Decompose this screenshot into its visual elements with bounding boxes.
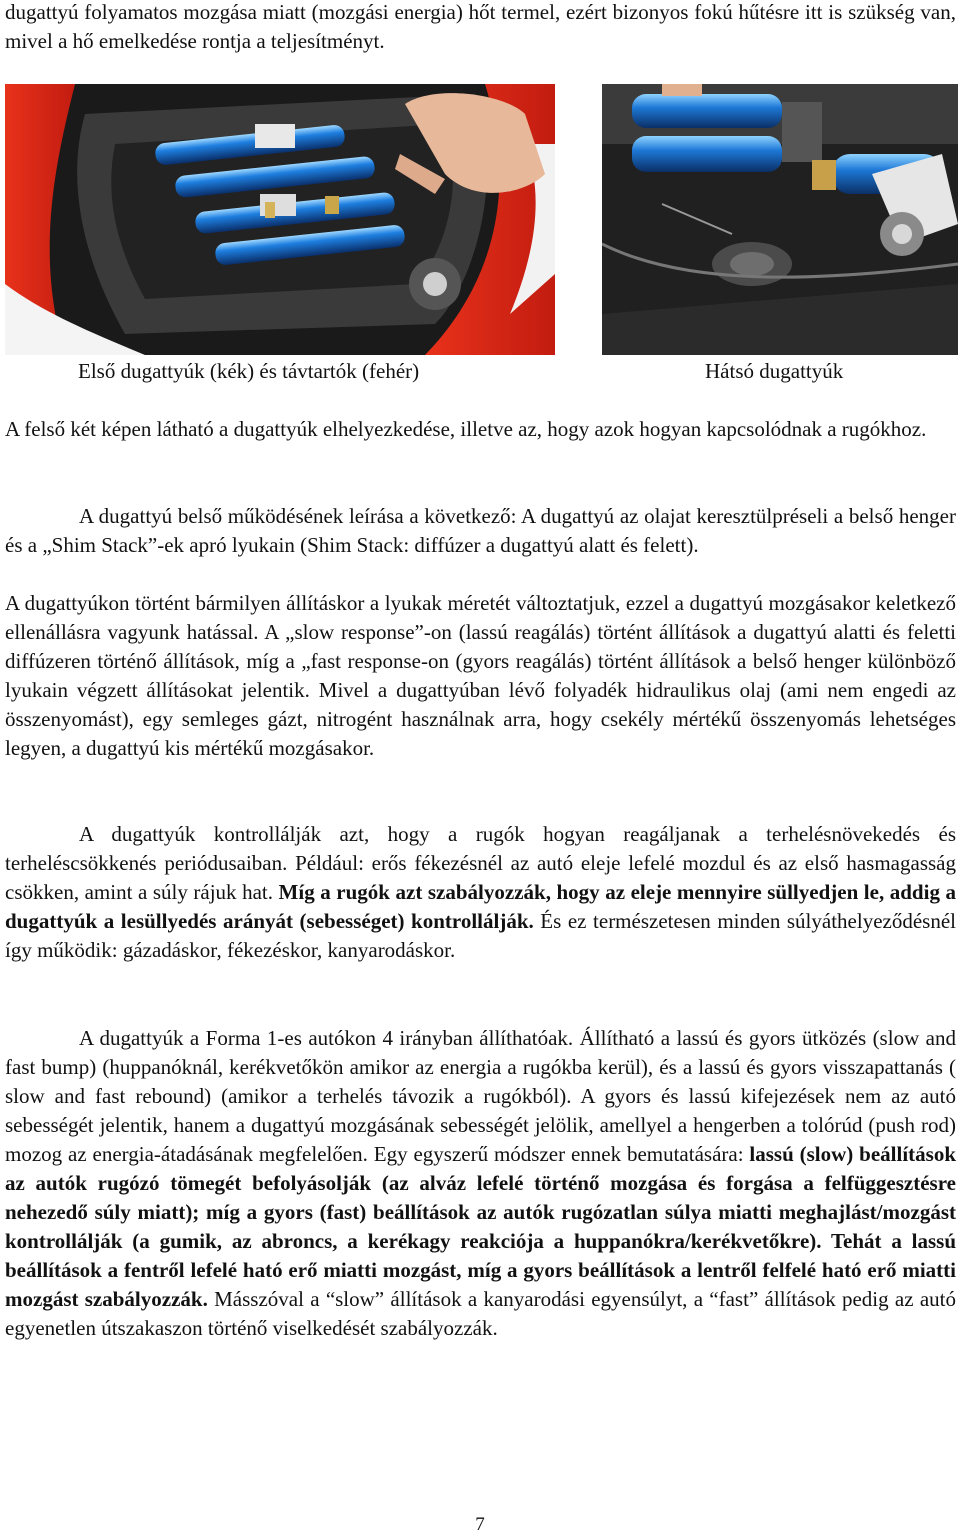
paragraph-5 (5, 1024, 956, 1343)
paragraph-1: A felső két képen látható a dugattyúk elhelyezkedése, illetve az, hogy azok hogyan kapcsolódnak a rugókhoz. (5, 417, 927, 441)
paragraph-4-bold: Míg a rugók azt szabályozzák, hogy az eleje mennyire süllyedjen le, addig a dugattyúk a lesüllyedés arányát (sebességet) kontrollálják. (5, 880, 956, 933)
front-dampers-caption: Első dugattyúk (kék) és távtartók (fehér) (78, 359, 420, 383)
rear-dampers-photo (602, 84, 958, 355)
paragraph-5-text-c: Másszóval a “slow” állítások a kanyarodási egyensúlyt, a “fast” állítások pedig az autó egyenetlen útszakaszon történő viselkedését szabályozzák. (5, 1287, 956, 1340)
paragraph-2: A dugattyú belső működésének leírása a következő: A dugattyú az olajat keresztülpréseli a belső henger és a „Shim Stack”-ek apró lyukain (Shim Stack: diffúzer a dugattyú alatt és felett). (5, 504, 956, 557)
paragraph-4-text-c: És ez természetesen minden súlyáthelyeződésnél így működik: gázadáskor, fékezéskor, kanyarodáskor. (5, 909, 956, 962)
front-dampers-photo (5, 84, 555, 355)
page-number: 7 (475, 1514, 485, 1535)
paragraph-4-text-a: A dugattyúk kontrollálják azt, hogy a rugók hogyan reagáljanak a terhelésnövekedés és terheléscsökkenés periódusaiban. Például: erős fékezésnél az autó eleje lefelé mozdul és az első hasmagasság csökken, amint a súly rájuk hat. (5, 822, 956, 904)
rear-dampers-caption: Hátsó dugattyúk (705, 359, 844, 383)
intro-paragraph: dugattyú folyamatos mozgása miatt (mozgási energia) hőt termel, ezért bizonyos fokú hűtésre itt is szükség van, mivel a hő emelkedése rontja a teljesítményt. (5, 0, 956, 53)
paragraph-3: A dugattyúkon történt bármilyen állításkor a lyukak méretét változtatjuk, ezzel a dugattyú mozgásakor keletkező ellenállásra vagyunk hatással. A „slow response”-on (lassú reagálás) történt állítások a dugattyú alatti és feletti diffúzeren történő állítások, míg a „fast response-on (gyors reagálás) történt állítások a belső henger különböző lyukain végzett állításokat jelentik. Mivel a dugattyúban lévő folyadék hidraulikus olaj (ami nem engedi az összenyomást), egy semleges gázt, nitrogént használnak arra, hogy csekély mértékű összenyomás lehetséges legyen, a dugattyú kis mértékű mozgásakor. (5, 591, 956, 760)
paragraph-5-bold: lassú (slow) beállítások az autók rugózó tömegét befolyásolják (az alváz lefelé történő mozgása és forgása a felfüggesztésre nehezedő súly miatt); míg a gyors (fast) beállítások az autók rugózatlan súlya miatti meghajlást/mozgást kontrollálják (a gumik, az abroncs, a kerékagy reakciója a huppanókra/kerékvetőkre). Tehát a lassú beállítások a fentről lefelé ható erő miatti mozgást, míg a gyors beállítások a lentről felfelé ható erő miatti mozgást szabályozzák. (5, 1142, 957, 1311)
paragraph-4 (5, 820, 956, 965)
paragraph-5-text-a: A dugattyúk a Forma 1-es autókon 4 irányban állíthatóak. Állítható a lassú és gyors ütközés (slow and fast bump) (huppanóknál, kerékvetőkön amikor az energia a rugókba kerül), és a lassú és gyors visszapattanás ( slow and fast rebound) (amikor a terhelés távozik a rugókból). A gyors és lassú kifejezések nem az autó sebességét jelentik, hanem a dugattyú mozgásának sebességét jelölik, amellyel a hengerben a tolórúd (push rod) mozog az energia-átadásának megfelelően. Egy egyszerű módszer ennek bemutatására: (5, 1026, 956, 1166)
